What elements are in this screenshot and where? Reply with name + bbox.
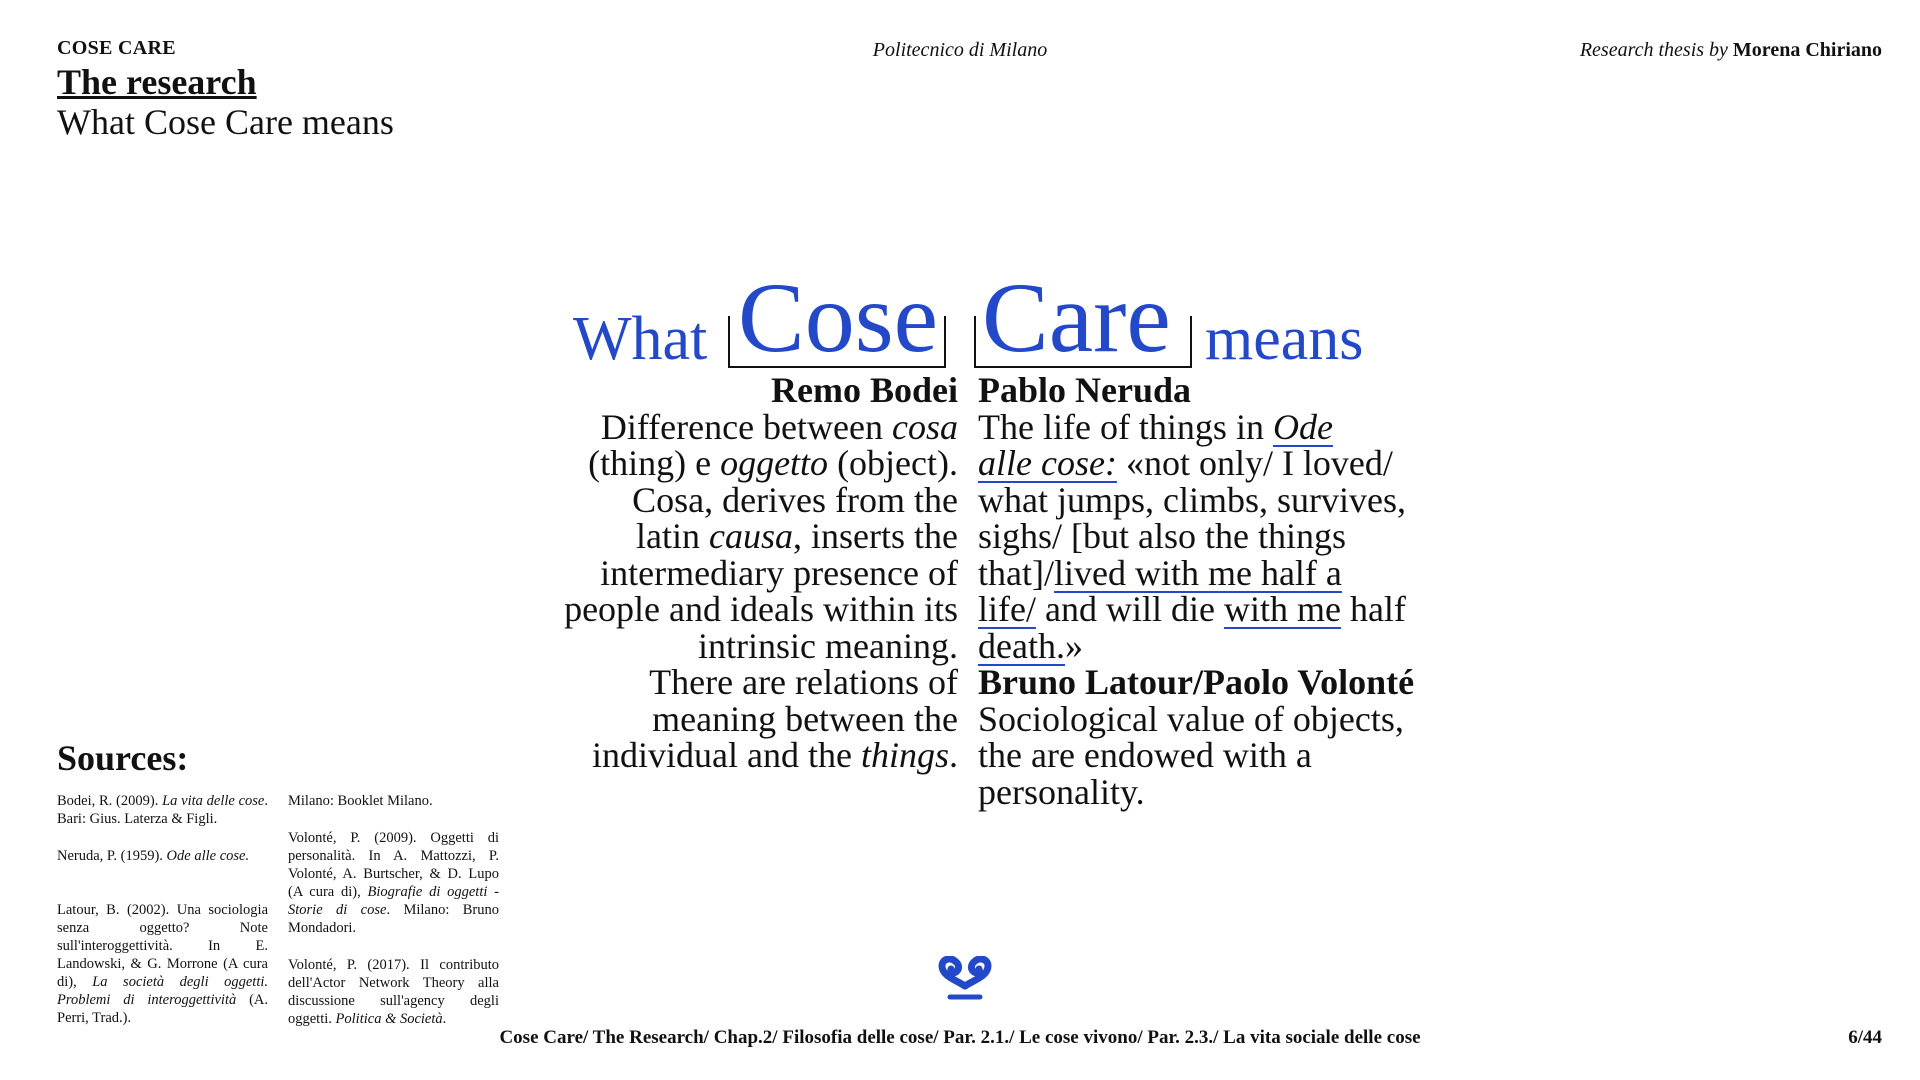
highlight: with me: [1223, 589, 1341, 629]
text-line: individual and the things.: [592, 735, 958, 775]
neruda-author: Pablo Neruda: [978, 370, 1192, 410]
source-entry: Milano: Booklet Milano.: [288, 793, 433, 809]
sources-right: [288, 792, 499, 1047]
text-line: Cosa, derives from the: [632, 479, 958, 520]
text-line: There are relations of: [649, 662, 958, 702]
source-entry: Neruda, P. (1959). Ode alle cose.: [57, 848, 250, 864]
text-line: death.»: [978, 625, 1083, 666]
page-subtitle: What Cose Care means: [57, 102, 394, 142]
latour-volonte-author: Bruno Latour/Paolo Volonté: [978, 662, 1415, 702]
sources-title: Sources:: [57, 738, 189, 778]
heart-hands-logo-icon: [938, 956, 992, 1007]
highlight: alle cose:: [978, 443, 1117, 483]
text-line: alle cose: «not only/ I loved/: [978, 443, 1393, 483]
highlight: death.: [978, 625, 1065, 666]
author-name: Morena Chiriano: [1732, 39, 1882, 61]
highlight: lived with me half a: [1053, 552, 1342, 593]
brand-name: COSE CARE: [57, 37, 176, 59]
title-care: Care: [982, 262, 1171, 373]
text-line: (thing) e oggetto (object).: [588, 443, 958, 483]
text-line: intrinsic meaning.: [698, 625, 958, 666]
text-line: intermediary presence of: [600, 552, 958, 593]
title-what: What: [573, 305, 708, 373]
source-entry: Volonté, P. (2009). Oggetti di personalità. In A. Mattozzi, P. Volonté, A. Burtscher, & D. Lupo (A cura di), Biografie di oggetti - Storie di cose. Milano: Bruno Mondadori.: [288, 830, 499, 936]
page-number: 6/44: [1848, 1027, 1882, 1048]
breadcrumb: Cose Care/ The Research/ Chap.2/ Filosofia delle cose/ Par. 2.1./ Le cose vivono/ Par. 2.3./ La vita sociale delle cose: [499, 1027, 1421, 1048]
highlight: life/: [978, 589, 1036, 629]
text-line: meaning between the: [652, 698, 958, 739]
source-entry: Bodei, R. (2009). La vita delle cose. Bari: Gius. Laterza & Figli.: [57, 793, 268, 827]
source-entry: Volonté, P. (2017). Il contributo dell'Actor Network Theory alla discussione sull'agency degli oggetti. Politica & Società.: [288, 957, 499, 1027]
text-line: latin causa, inserts the: [636, 516, 958, 556]
bodei-column: [540, 372, 958, 774]
text-line: Sociological value of objects,: [978, 698, 1404, 739]
text-line: that]/lived with me half a: [978, 552, 1342, 593]
title-means: means: [1205, 305, 1364, 373]
neruda-latour-column: [978, 372, 1438, 810]
main-title: [0, 260, 1920, 375]
text-line: Difference between cosa: [600, 406, 958, 447]
institution: Politecnico di Milano: [872, 39, 1048, 61]
text-line: people and ideals within its: [564, 589, 958, 629]
text-line: personality.: [978, 771, 1145, 812]
thesis-credit: [1580, 39, 1882, 62]
text-line: The life of things in Ode: [978, 406, 1333, 447]
source-entry: Latour, B. (2002). Una sociologia senza oggetto? Note sull'interoggettività. In E. Landowski, & G. Morrone (A cura di), La società degli oggetti. Problemi di interoggettività (A. Perri, Trad.).: [57, 902, 268, 1026]
title-cose: Cose: [738, 262, 938, 373]
text-line: what jumps, climbs, survives,: [978, 479, 1406, 520]
text-line: life/ and will die with me half: [978, 589, 1406, 629]
thesis-prefix: Research thesis by: [1579, 39, 1728, 61]
text-line: sighs/ [but also the things: [978, 516, 1346, 556]
highlight: Ode: [1272, 406, 1333, 447]
section-title: The research: [57, 62, 257, 102]
bodei-author: Remo Bodei: [771, 370, 958, 410]
text-line: the are endowed with a: [978, 735, 1312, 775]
sources-left: [57, 792, 268, 1046]
